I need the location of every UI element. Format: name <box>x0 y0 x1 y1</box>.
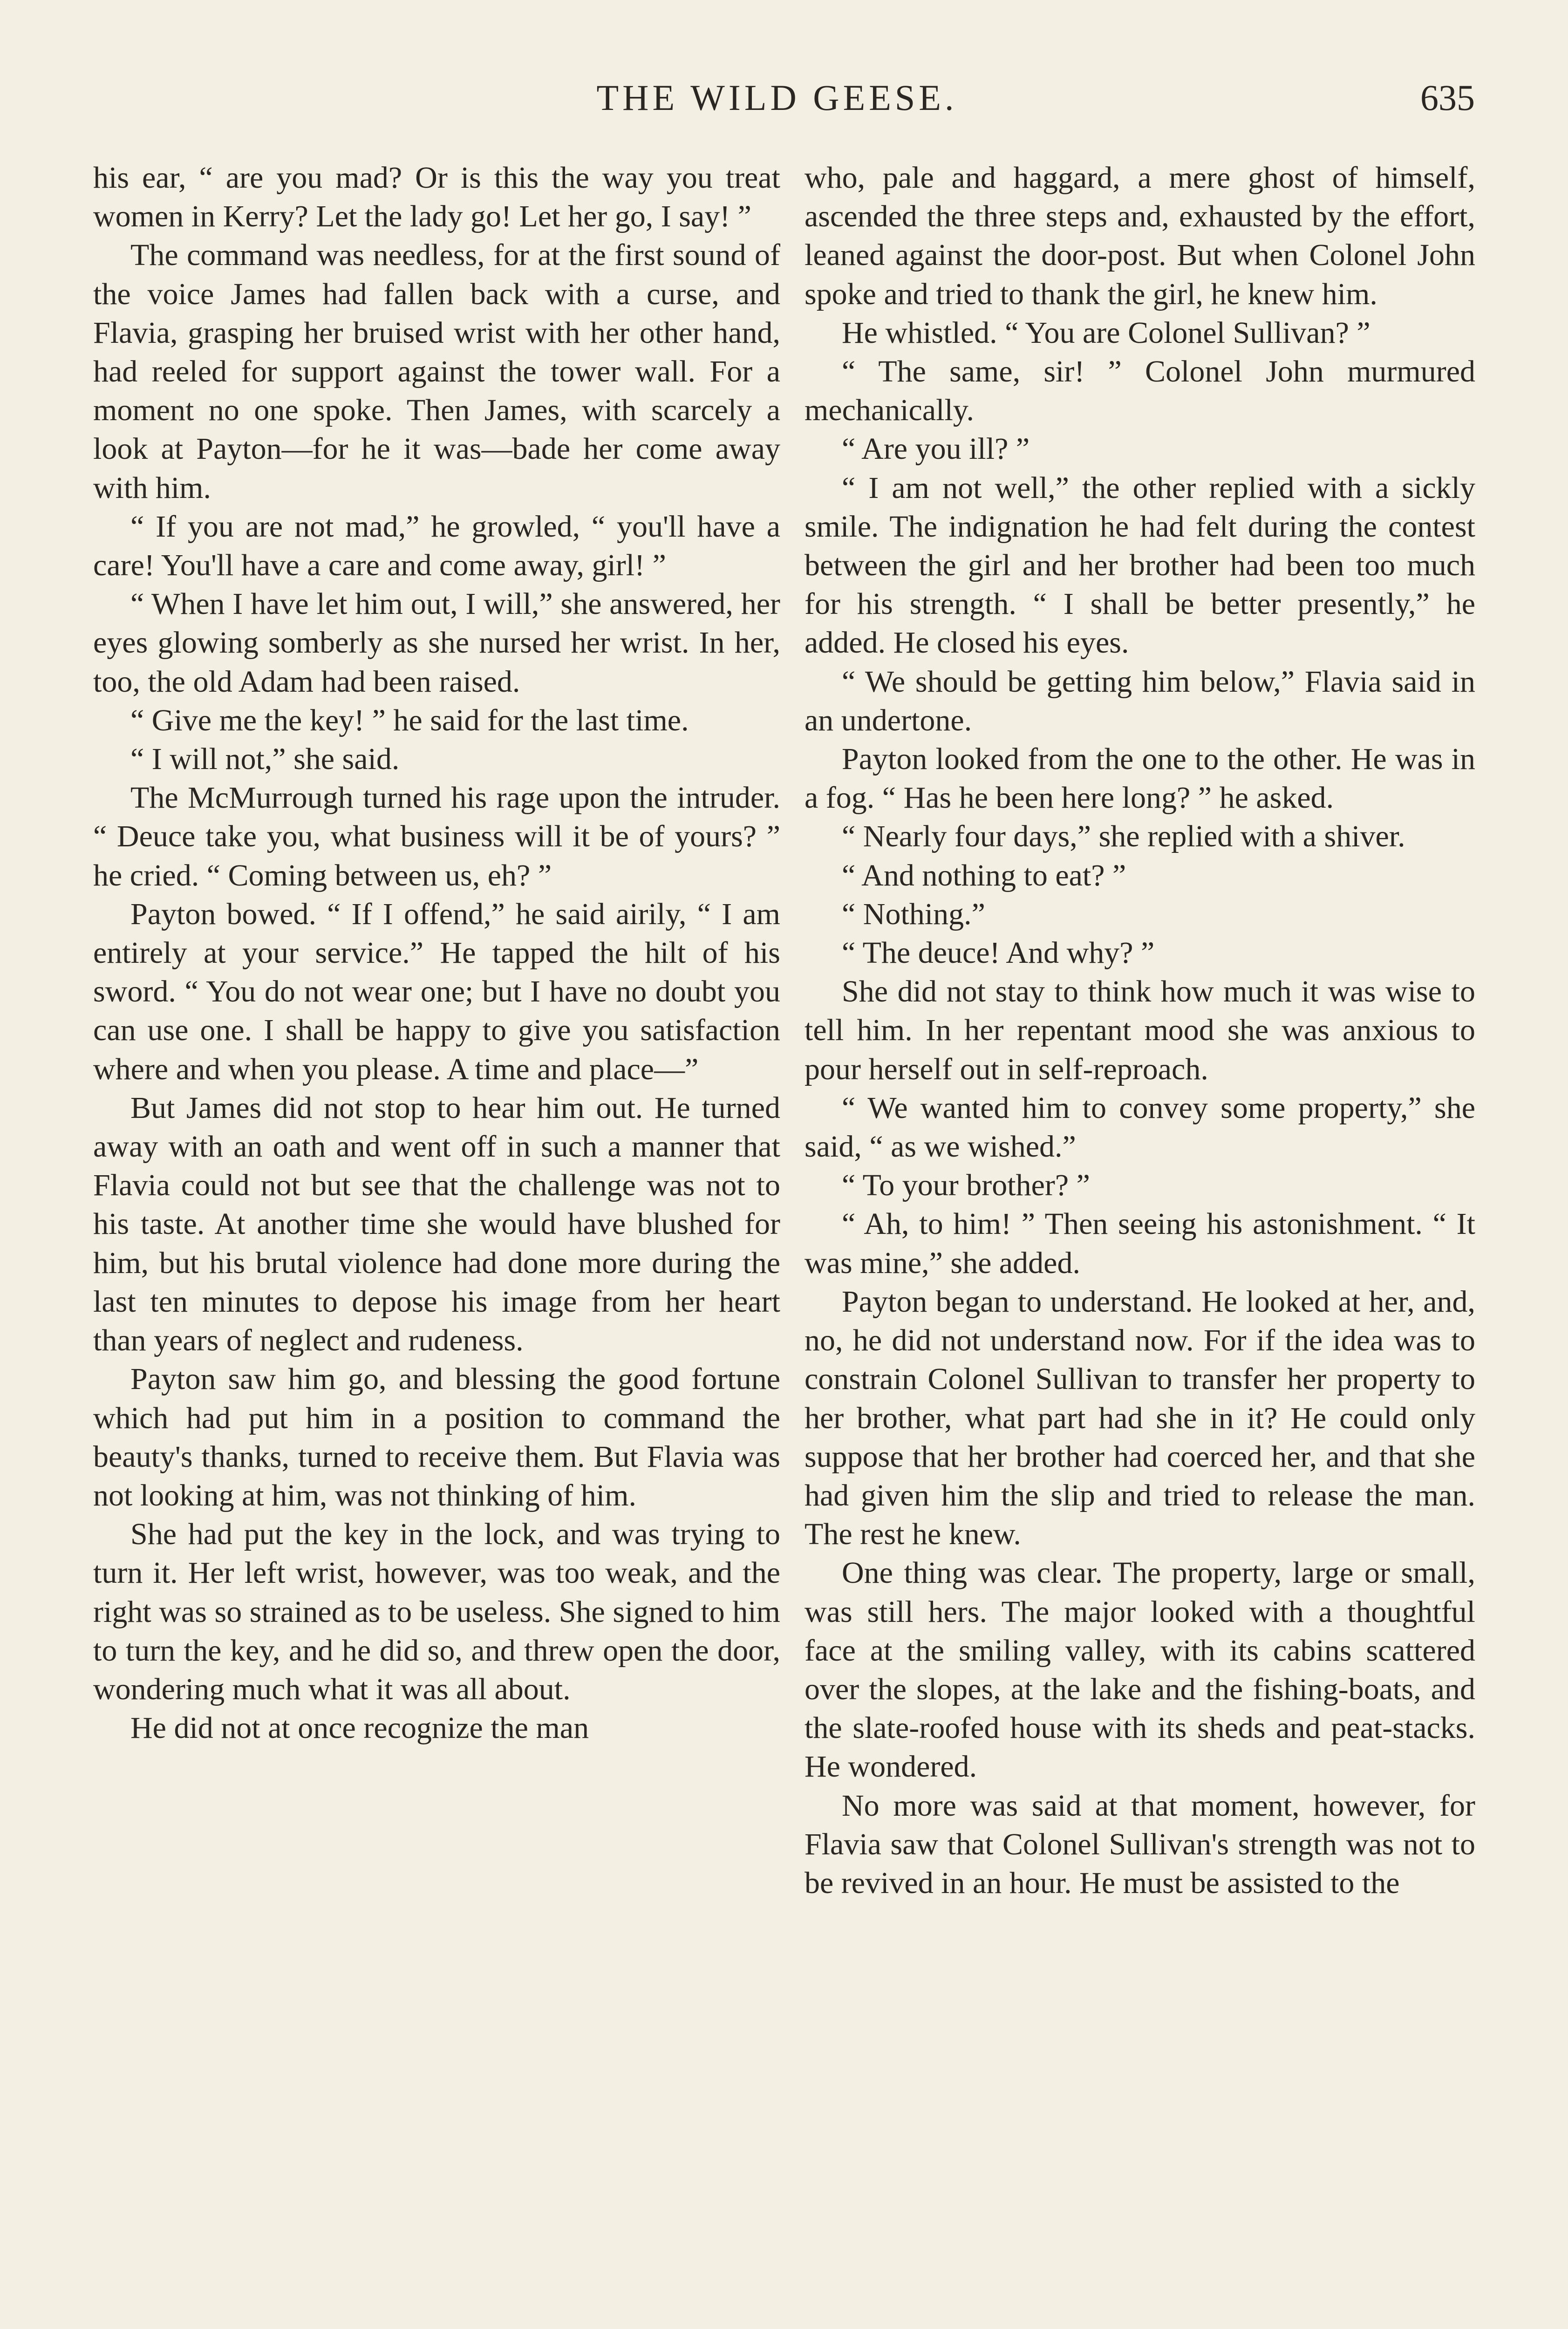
paragraph: Payton looked from the one to the other. He was in a fog. “ Has he been here long? ” he asked. <box>804 742 1475 815</box>
paragraph: “ Give me the key! ” he said for the last time. <box>130 703 689 737</box>
paragraph: “ Are you ill? ” <box>842 432 1030 466</box>
paragraph: Payton bowed. “ If I offend,” he said airily, “ I am entirely at your service.” He tapped the hilt of his sword. “ You do not wear one; but I have no doubt you can use one. I shall be happy to give you satisfaction where and when you please. A time and place—” <box>93 897 780 1086</box>
paragraph: who, pale and haggard, a mere ghost of himself, ascended the three steps and, exhausted by the effort, leaned against the door-post. But when Colonel John spoke and tried to thank the girl, he knew him. <box>804 161 1475 311</box>
paragraph: “ I am not well,” the other replied with a sickly smile. The indignation he had felt during the contest between the girl and her brother had been too much for his strength. “ I shall be better presently,” he added. He closed his eyes. <box>804 470 1475 660</box>
left-column <box>93 158 780 1747</box>
paragraph: “ To your brother? ” <box>842 1168 1090 1203</box>
right-column <box>804 158 1475 1902</box>
page-number: 635 <box>1420 77 1475 118</box>
running-title: THE WILD GEESE. <box>596 77 958 118</box>
paragraph: No more was said at that moment, however, for Flavia saw that Colonel Sullivan's strength was not to be revived in an hour. He must be assisted to the <box>804 1788 1475 1900</box>
paragraph: his ear, “ are you mad? Or is this the way you treat women in Kerry? Let the lady go! Let her go, I say! ” <box>93 161 780 234</box>
paragraph: “ The deuce! And why? ” <box>842 936 1155 970</box>
paragraph: “ We should be getting him below,” Flavia said in an undertone. <box>804 664 1475 737</box>
paragraph: He whistled. “ You are Colonel Sullivan? ” <box>842 315 1370 350</box>
paragraph: Payton saw him go, and blessing the good fortune which had put him in a position to command the beauty's thanks, turned to receive them. But Flavia was not looking at him, was not thinking of him. <box>93 1362 780 1512</box>
paragraph: The McMurrough turned his rage upon the intruder. “ Deuce take you, what business will it be of yours? ” he cried. “ Coming between us, eh? ” <box>93 781 780 892</box>
paragraph: “ I will not,” she said. <box>130 742 400 776</box>
paragraph: “ And nothing to eat? ” <box>842 858 1126 892</box>
paragraph: She had put the key in the lock, and was trying to turn it. Her left wrist, however, was too weak, and the right was so strained as to be useless. She signed to him to turn the key, and he did so, and threw open the door, wondering much what it was all about. <box>93 1517 780 1706</box>
paragraph: But James did not stop to hear him out. He turned away with an oath and went off in such a manner that Flavia could not but see that the challenge was not to his taste. At another time she would have blushed for him, but his brutal violence had done more during the last ten minutes to depose his image from her heart than years of neglect and rudeness. <box>93 1090 780 1358</box>
paragraph: The command was needless, for at the first sound of the voice James had fallen back with a curse, and Flavia, grasping her bruised wrist with her other hand, had reeled for support against the tower wall. For a moment no one spoke. Then James, with scarcely a look at Payton—for he it was—bade her come away with him. <box>93 238 780 505</box>
paragraph: “ If you are not mad,” he growled, “ you'll have a care! You'll have a care and come away, girl! ” <box>93 509 780 583</box>
paragraph: He did not at once recognize the man <box>130 1711 589 1745</box>
paragraph: She did not stay to think how much it was wise to tell him. In her repentant mood she was anxious to pour herself out in self-reproach. <box>804 974 1475 1086</box>
paragraph: Payton began to understand. He looked at her, and, no, he did not understand now. For if the idea was to constrain Colonel Sullivan to transfer her property to her brother, what part had she in it? He could only suppose that her brother had coerced her, and that she had given him the slip and tried to release the man. The rest he knew. <box>804 1284 1475 1552</box>
paragraph: “ Ah, to him! ” Then seeing his astonishment. “ It was mine,” she added. <box>804 1207 1475 1280</box>
paragraph: “ Nearly four days,” she replied with a shiver. <box>842 819 1405 854</box>
paragraph: “ When I have let him out, I will,” she answered, her eyes glowing somberly as she nursed her wrist. In her, too, the old Adam had been raised. <box>93 587 780 699</box>
paragraph: “ Nothing.” <box>842 897 985 931</box>
paragraph: One thing was clear. The property, large or small, was still hers. The major looked with a thoughtful face at the smiling valley, with its cabins scattered over the slopes, at the lake and the fishing-boats, and the slate-roofed house with its sheds and peat-stacks. He wondered. <box>804 1556 1475 1784</box>
paragraph: “ The same, sir! ” Colonel John murmured mechanically. <box>804 354 1475 428</box>
running-header <box>79 70 1475 126</box>
paragraph: “ We wanted him to convey some property,” she said, “ as we wished.” <box>804 1090 1475 1164</box>
